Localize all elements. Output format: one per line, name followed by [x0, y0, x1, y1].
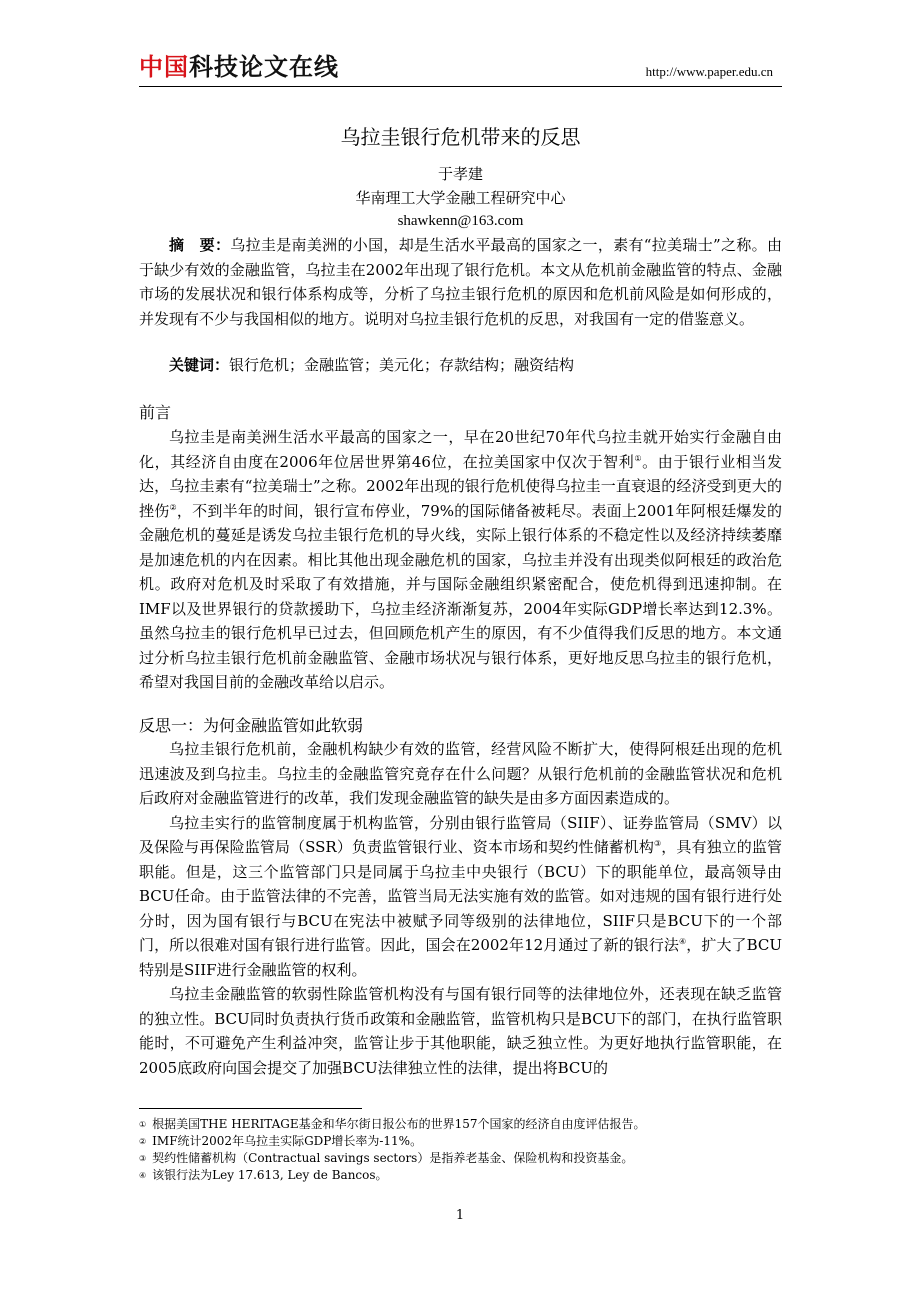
section1-paragraph-1: 乌拉圭银行危机前，金融机构缺少有效的监管，经营风险不断扩大，使得阿根廷出现的危机迅速波及到乌拉圭。乌拉圭的金融监管究竟存在什么问题？从银行危机前的金融监管状况和危机后政府对金融监管进行的改革，我们发现金融监管的缺失是由多方面因素造成的。 [139, 740, 782, 807]
paper-author: 于孝建 [437, 165, 483, 183]
footnote-mark: ③ [139, 1154, 147, 1163]
abstract-label: 摘 要： [169, 236, 231, 254]
paper-email[interactable]: shawkenn@163.com [397, 213, 524, 229]
footnote-text: 根据美国THE HERITAGE基金和华尔街日报公布的世界157个国家的经济自由度评估报告。 [152, 1117, 646, 1131]
footnote-text: IMF统计2002年乌拉圭实际GDP增长率为-11%。 [152, 1134, 423, 1148]
footnote-rule [139, 1108, 362, 1109]
logo-red-text: 中国 [139, 53, 189, 81]
footnote-ref-4[interactable]: ④ [679, 937, 687, 946]
footnote-item [139, 1116, 782, 1133]
footnote-text: 该银行法为Ley 17.613, Ley de Bancos。 [152, 1168, 388, 1182]
intro-paragraph [139, 425, 782, 695]
abstract [139, 233, 782, 331]
header-rule [139, 86, 782, 87]
section1-body [139, 737, 782, 1080]
section1-paragraph-3: 乌拉圭金融监管的软弱性除监管机构没有与国有银行同等的法律地位外，还表现在缺乏监管的独立性。BCU同时负责执行货币政策和金融监管，监管机构只是BCU下的部门，在执行监管职能时，不可避免产生利益冲突，监管让步于其他职能，缺乏独立性。为更好地执行监管职能，在2005底政府向国会提交了加强BCU法律独立性的法律，提出将BCU的 [139, 985, 782, 1077]
sec1-p2-text-c: ，扩大了BCU特别是SIIF进行金融监管的权利。 [139, 936, 783, 979]
sec1-p2-text-a: 乌拉圭实行的监管制度属于机构监管，分别由银行监管局（SIIF）、证券监管局（SMV）以及保险与再保险监管局（SSR）负责监管银行业、资本市场和契约性储蓄机构 [139, 813, 782, 856]
section1-paragraph-2 [139, 811, 782, 983]
intro-text-1: 乌拉圭是南美洲生活水平最高的国家之一，早在20世纪70年代乌拉圭就开始实行金融自由化，其经济自由度在2006年位居世界第46位，在拉美国家中仅次于智利 [139, 428, 782, 471]
logo-black-text: 科技论文在线 [189, 53, 339, 81]
footnotes [139, 1116, 782, 1184]
site-url[interactable]: http://www.paper.edu.cn [645, 64, 773, 79]
paper-affiliation: 华南理工大学金融工程研究中心 [355, 189, 566, 207]
footnote-ref-1[interactable]: ① [634, 453, 643, 463]
page-number: 1 [455, 1208, 465, 1223]
keywords-label: 关键词： [169, 356, 230, 374]
section1-heading: 反思一：为何金融监管如此软弱 [139, 716, 364, 735]
sec1-p2-text-b: ，具有独立的监管职能。但是，这三个监管部门只是同属于乌拉圭中央银行（BCU）下的职能单位，最高领导由BCU任命。由于监管法律的不完善，监管当局无法实施有效的监管。如对违规的国有银行进行处分时，因为国有银行与BCU在宪法中被赋予同等级别的法律地位，SIIF只是BCU下的一个部门，所以很难对国有银行进行监管。因此，国会在2002年12月通过了新的银行法 [139, 838, 782, 954]
intro-text-3: ，不到半年的时间，银行宣布停业，79%的国际储备被耗尽。表面上2001年阿根廷爆发的金融危机的蔓延是诱发乌拉圭银行危机的导火线，实际上银行体系的不稳定性以及经济持续萎靡是加速危机的内在因素。相比其他出现金融危机的国家，乌拉圭并没有出现类似阿根廷的政治危机。政府对危机及时采取了有效措施，并与国际金融组织紧密配合，使危机得到迅速抑制。在IMF以及世界银行的贷款援助下，乌拉圭经济渐渐复苏，2004年实际GDP增长率达到12.3%。虽然乌拉圭的银行危机早已过去，但回顾危机产生的原因，有不少值得我们反思的地方。本文通过分析乌拉圭银行危机前金融监管、金融市场状况与银行体系，更好地反思乌拉圭的银行危机，希望对我国目前的金融改革给以启示。 [139, 501, 782, 691]
site-logo[interactable] [139, 53, 339, 81]
footnote-item [139, 1167, 782, 1184]
intro-text-2: 。由于银行业相当发达，乌拉圭素有“拉美瑞士”之称。2002年出现的银行危机使得乌拉圭一直衰退的经济受到更大的挫伤 [139, 452, 783, 520]
footnote-item [139, 1133, 782, 1150]
keywords-text: 银行危机；金融监管；美元化；存款结构；融资结构 [229, 356, 575, 374]
footnote-item [139, 1150, 782, 1167]
footnote-ref-3[interactable]: ③ [653, 839, 662, 848]
footnote-mark: ④ [139, 1171, 147, 1180]
footnote-mark: ① [139, 1120, 147, 1129]
footnote-mark: ② [139, 1137, 147, 1146]
keywords [139, 353, 782, 378]
abstract-text: 乌拉圭是南美洲的小国，却是生活水平最高的国家之一，素有“拉美瑞士”之称。由于缺少有效的金融监管，乌拉圭在2002年出现了银行危机。本文从危机前金融监管的特点、金融市场的发展状况和银行体系构成等，分析了乌拉圭银行危机的原因和危机前风险是如何形成的，并发现有不少与我国相似的地方。说明对乌拉圭银行危机的反思，对我国有一定的借鉴意义。 [139, 236, 782, 328]
footnote-ref-2[interactable]: ② [169, 502, 177, 512]
intro-heading: 前言 [139, 403, 172, 422]
footnote-text: 契约性储蓄机构（Contractual savings sectors）是指养老基金、保险机构和投资基金。 [152, 1151, 634, 1165]
paper-title: 乌拉圭银行危机带来的反思 [340, 125, 581, 149]
